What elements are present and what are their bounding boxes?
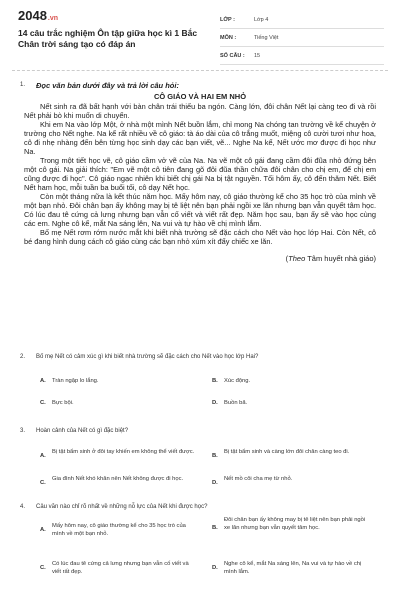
answer-option-a[interactable] [40, 448, 200, 464]
option-letter: C. [40, 565, 46, 571]
meta-row-count [220, 48, 384, 65]
question-text: Hoàn cảnh của Nết có gì đặc biệt? [36, 428, 129, 434]
option-letter: A. [40, 527, 46, 533]
question-number: 2. [20, 354, 26, 360]
passage-paragraph: Khi em Na vào lớp Một, ở nhà một mình Nết buồn lắm, chỉ mong Na chóng tan trường về kể chuyện ở trường cho Nết nghe. Na kể rất nhiều về cô giáo: tà áo dài của cô trắng muốt, miệng cô cười tươi như hoa, cô đi nhẹ nhàng đến bên từng học sinh dạy các bạn viết, vẽ... Nghe Na kể, Nết ước mơ được đi học như Na. [24, 120, 376, 156]
question-text: Bố mẹ Nết có cảm xúc gì khi biết nhà trường sẽ đặc cách cho Nết vào học lớp Hai? [36, 354, 259, 360]
option-letter: D. [212, 565, 218, 571]
page-header [0, 0, 400, 70]
option-text: Buồn bã. [224, 400, 248, 406]
meta-label: LỚP : [220, 17, 235, 23]
option-text: Xúc động. [224, 378, 251, 384]
option-text: Tràn ngập lo lắng. [52, 378, 99, 384]
option-text: Nghe cô kể, mắt Na sáng lên, Na vui và tự hào về chị mình lắm. [224, 561, 362, 575]
passage-paragraph: Nết sinh ra đã bất hạnh với bàn chân trái thiếu ba ngón. Càng lớn, đôi chân Nết lại càng teo đi và rồi Nết phải bò khi muốn di chuyển. [24, 102, 376, 120]
meta-row-grade [220, 12, 384, 29]
answer-option-c[interactable] [40, 560, 200, 576]
source-author: Theo [288, 254, 306, 263]
option-text: Bị tật bẩm sinh và càng lớn đôi chân càng teo đi. [224, 449, 350, 455]
meta-value: Lớp 4 [254, 17, 269, 23]
option-text: Gia đình Nết khó khăn nên Nết không được đi học. [52, 476, 184, 482]
answer-option-b[interactable] [212, 377, 372, 385]
option-letter: C. [40, 400, 46, 406]
option-letter: A. [40, 453, 46, 459]
option-letter: D. [212, 400, 218, 406]
source-open: ( [285, 254, 289, 263]
answer-option-a[interactable] [40, 377, 200, 385]
passage-paragraph: Bố mẹ Nết rơm rớm nước mắt khi biết nhà trường sẽ đặc cách cho Nết vào học lớp Hai. Còn Nết, cô bé đang hình dung cách cô giáo cùng các bạn nhỏ xúm xít đẩy chiếc xe lăn. [24, 228, 376, 246]
answer-option-b[interactable] [212, 448, 372, 464]
meta-label: MÔN : [220, 35, 237, 41]
reading-passage [24, 81, 376, 264]
answer-option-d[interactable] [212, 560, 372, 576]
meta-value: 15 [254, 53, 261, 59]
passage-paragraph: Trong một tiết học vẽ, cô giáo cầm vở vẽ của Na. Na vẽ một cô gái đang cầm đôi đũa nhỏ đứng bên một cô gái. Na giải thích: "Em vẽ một cô tiên đang gõ đôi đũa thần chữa đôi chân cho chị em, để chị em cũng được đi học". Cô giáo ngạc nhiên khi biết chị gái Na bị tật nguyền. Tối hôm ấy, cô đến thăm Nết. Biết Nết ham học, mỗi tuần ba buổi tối, cô dạy Nết học. [24, 156, 376, 192]
header-divider [12, 70, 388, 71]
meta-label: SỐ CÂU : [220, 53, 245, 59]
option-text: Nết mồ côi cha mẹ từ nhỏ. [224, 476, 293, 482]
document-meta [220, 12, 384, 66]
option-letter: B. [212, 378, 218, 384]
passage-source [24, 254, 376, 264]
site-logo[interactable] [18, 8, 58, 23]
meta-row-subject [220, 30, 384, 47]
option-letter: A. [40, 378, 46, 384]
answer-option-c[interactable] [40, 399, 200, 407]
passage-intro: Đọc văn bản dưới đây và trả lời câu hỏi: [36, 81, 179, 90]
option-text: Có lúc đau tê cứng cả lưng nhưng bạn vẫn cố viết và viết rất đẹp. [52, 561, 189, 575]
logo-text: 2048 [18, 8, 47, 23]
answer-option-c[interactable] [40, 475, 200, 491]
option-letter: C. [40, 480, 46, 486]
option-text: Bực bội. [52, 400, 74, 406]
option-letter: D. [212, 480, 218, 486]
option-text: Mấy hôm nay, cô giáo thường kể cho 35 học trò của mình về một bạn nhỏ. [52, 523, 186, 537]
question-1-number: 1. [20, 82, 26, 88]
question-number: 3. [20, 428, 26, 434]
option-letter: B. [212, 525, 218, 531]
document-title: 14 câu trắc nghiệm Ôn tập giữa học kì 1 Bắc Chân trời sáng tạo có đáp án [18, 28, 198, 49]
passage-paragraph: Còn một tháng nữa là kết thúc năm học. Mấy hôm nay, cô giáo thường kể cho 35 học trò của mình về một bạn nhỏ. Đôi chân bạn ấy không may bị tê liệt nên bạn phải ngồi xe lăn nhưng bạn vẫn quyết tâm học. Có lúc đau tê cứng cả lưng nhưng bạn vẫn cố viết và viết rất đẹp. Năm học sau, bạn ấy sẽ vào học cùng các em. Nghe cô kể, mắt Na sáng lên, Na vui và tự hào về chị mình lắm. [24, 192, 376, 228]
answer-option-a[interactable] [40, 522, 200, 538]
answer-option-d[interactable] [212, 475, 372, 491]
logo-suffix: .vn [47, 15, 59, 22]
option-letter: B. [212, 453, 218, 459]
source-name: Tâm huyết nhà giáo) [305, 254, 376, 263]
passage-title: CÔ GIÁO VÀ HAI EM NHỎ [153, 92, 247, 101]
meta-value: Tiếng Việt [254, 35, 279, 41]
question-number: 4. [20, 504, 26, 510]
option-text: Bị tật bẩm sinh ở đôi tay khiến em không thể viết được. [52, 449, 195, 455]
question-text: Câu văn nào chỉ rõ nhất về những nỗ lực của Nết khi được học? [36, 504, 208, 510]
answer-option-b[interactable] [212, 516, 372, 540]
option-text: Đôi chân bạn ấy không may bị tê liệt nên bạn phải ngồi xe lăn nhưng bạn vẫn quyết tâm học. [224, 517, 366, 531]
answer-option-d[interactable] [212, 399, 372, 407]
